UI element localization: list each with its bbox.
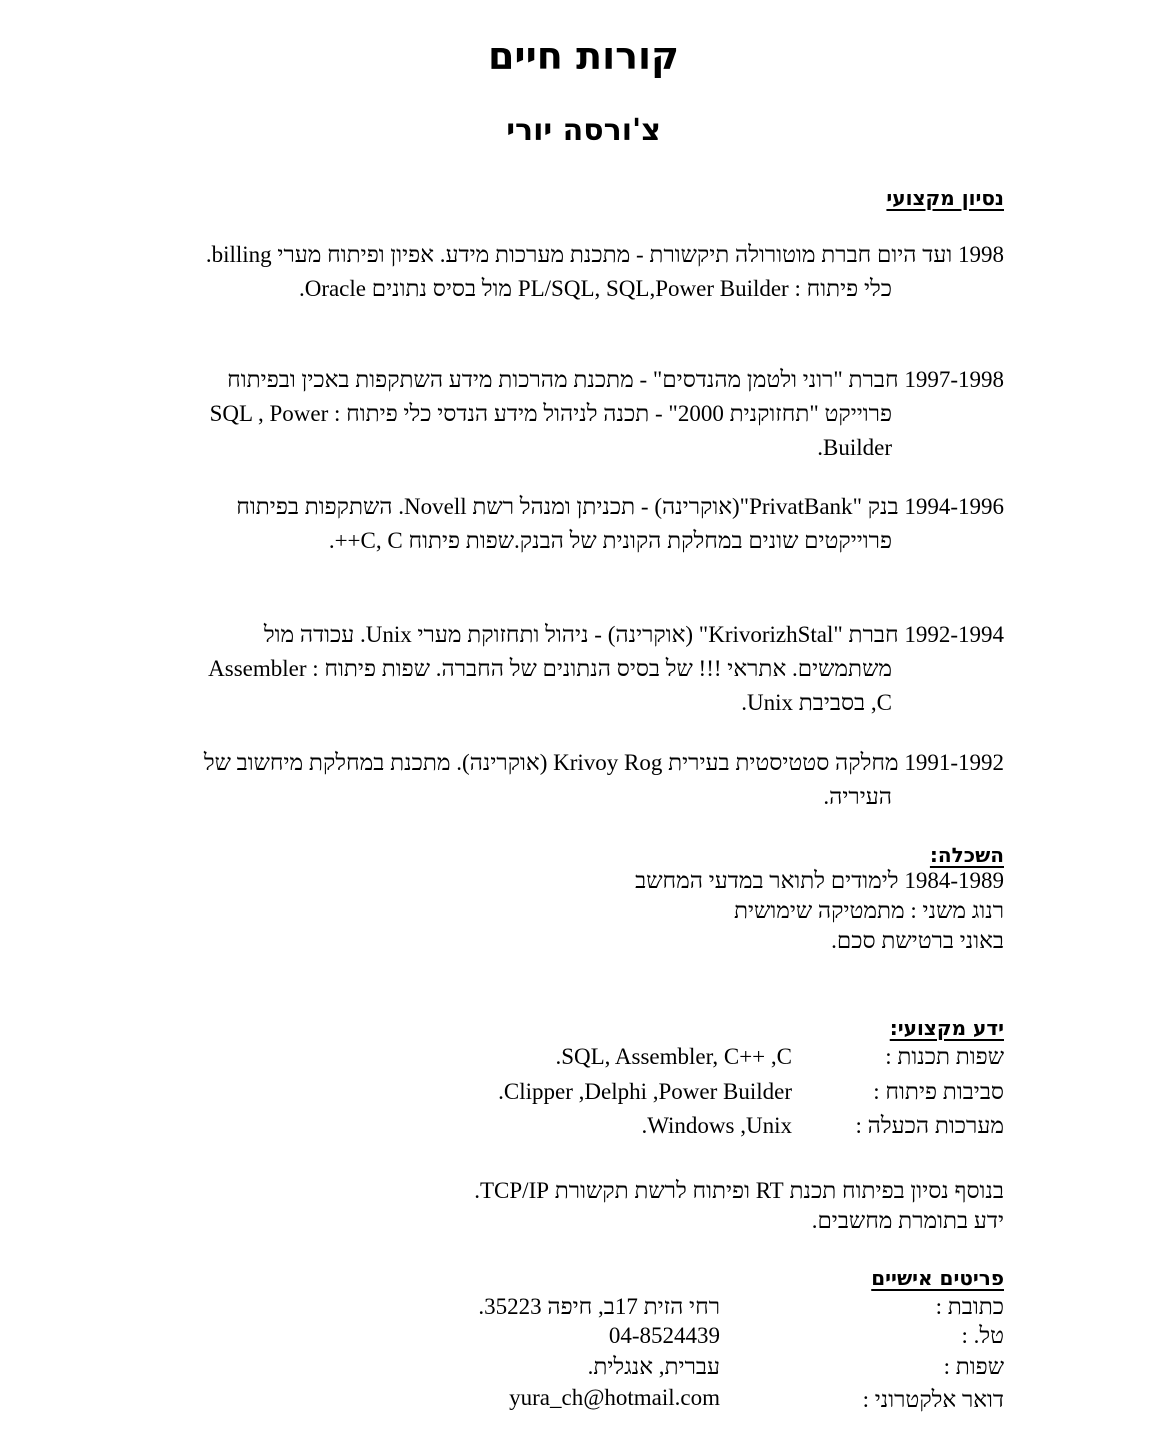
applicant-name: צ'ורסה יורי xyxy=(506,113,661,148)
skills-extra-line: בנוסף נסיון בפיתוח תכנת RT ופיתוח לרשת תקשורת TCP/IP. xyxy=(474,1178,1004,1203)
personal-heading: פריטים אישיים xyxy=(871,1266,1004,1290)
skill-value: SQL, Assembler, C++ ,C. xyxy=(555,1044,792,1069)
skills-heading: ידע מקצועי: xyxy=(889,1016,1004,1040)
personal-label: כתובת : xyxy=(935,1294,1004,1319)
personal-label: טל. : xyxy=(961,1323,1004,1348)
personal-value: עברית, אנגלית. xyxy=(587,1354,720,1379)
education-line: באוני ברטישת סכם. xyxy=(831,928,1004,953)
skills-extra-line: ידע בתומרת מחשבים. xyxy=(811,1208,1004,1233)
skill-label: סביבות פיתוח : xyxy=(873,1079,1004,1104)
phone-value: 04-8524439 xyxy=(608,1323,720,1348)
personal-label: דואר אלקטרוני : xyxy=(862,1387,1004,1412)
experience-description: חברת מוטורולה תיקשורת - מתכנת מערכות מידע. אפיון ופיתוח מערי billing. כלי פיתוח : PL/SQL, SQL,Power Builder מול בסיס נתונים Oracle. xyxy=(205,242,892,301)
experience-description: חברת "KrivorizhStal" (אוקרינה) - ניהול ותחזוקת מערי Unix. עכודה מול משתמשים. אתראי !!! של בסיס הנתונים של החברה. שפות פיתוח : Assembler ,C בסביבת Unix. xyxy=(208,622,899,715)
skill-label: שפות תכנות : xyxy=(885,1044,1004,1069)
experience-description: בנק "PrivatBank"(אוקרינה) - תכניתן ומנהל רשת Novell. השתקפות בפיתוח פרוייקטים שונים במחלקת הקונית של הבנק.שפות פיתוח C, C++. xyxy=(236,494,899,553)
skill-value: Clipper ,Delphi ,Power Builder. xyxy=(498,1079,792,1104)
experience-years: 1992-1994 xyxy=(904,622,1004,647)
education-line: רנוג משני : מתמטיקה שימושית xyxy=(733,898,1004,923)
experience-entry xyxy=(184,490,1004,558)
page-title: קורות חיים xyxy=(487,34,680,78)
experience-entry xyxy=(184,618,1004,720)
experience-years: 1998 ועד היום xyxy=(877,242,1004,267)
experience-entry xyxy=(184,238,1004,306)
skill-value: Windows ,Unix. xyxy=(641,1113,792,1138)
education-line: 1984-1989 לימודים לתואר במדעי המחשב xyxy=(635,868,1004,893)
personal-label: שפות : xyxy=(943,1354,1004,1379)
skill-label: מערכות הכעלה : xyxy=(855,1113,1004,1138)
experience-entry xyxy=(184,363,1004,465)
experience-years: 1997-1998 xyxy=(904,367,1004,392)
email-value: yura_ch@hotmail.com xyxy=(509,1385,720,1410)
experience-description: מחלקה סטטיסטית בעירית Krivoy Rog (אוקרינה). מתכנת במחלקת מיחשוב של העיריה. xyxy=(203,750,899,809)
education-heading: השכלה: xyxy=(929,843,1004,867)
experience-years: 1991-1992 xyxy=(904,750,1004,775)
personal-value: רחי הזית 17ב, חיפה 35223. xyxy=(478,1294,720,1319)
experience-heading: נסיון מקצועי xyxy=(886,186,1004,210)
experience-years: 1994-1996 xyxy=(904,494,1004,519)
experience-entry xyxy=(184,746,1004,814)
experience-description: חברת "רוני ולטמן מהנדסים" - מתכנת מהרכות מידע השתקפות באכין ובפיתוח פרוייקט "תחזוקנית 2000" - תכנה לניהול מידע הנדסי כלי פיתוח : SQL , Power Builder. xyxy=(209,367,899,460)
